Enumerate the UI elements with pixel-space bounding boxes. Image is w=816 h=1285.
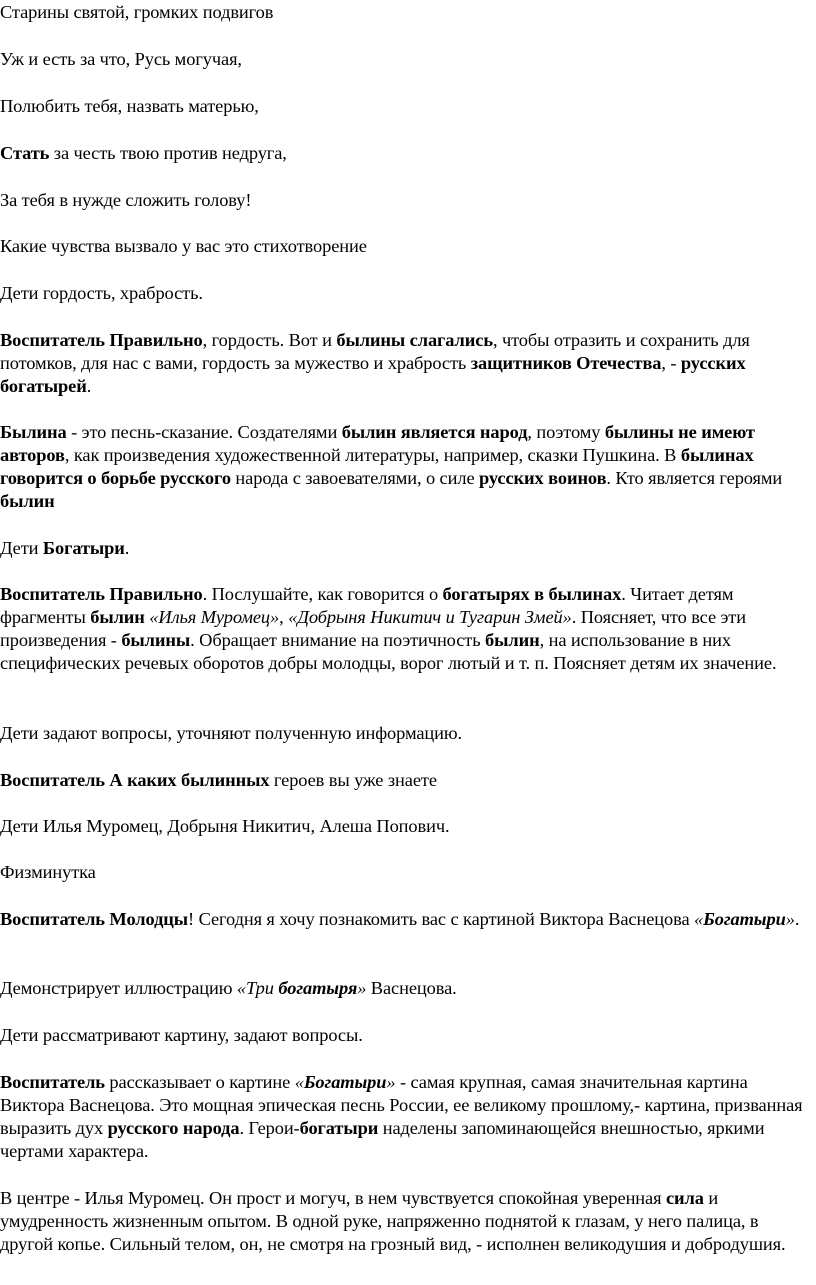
text-run: «: [294, 1072, 304, 1092]
poem-line-3: [0, 95, 814, 118]
text-run: , гордость. Вот и: [202, 330, 337, 350]
physical-break-paragraph: [0, 861, 814, 884]
question-paragraph: [0, 235, 814, 258]
text-run: Стать: [0, 143, 50, 163]
text-run: Старины святой, громких подвигов: [0, 2, 274, 22]
text-run: богатыри: [299, 1118, 379, 1138]
text-run: Воспитатель А каких былинных: [0, 770, 270, 790]
text-run: Воспитатель Правильно: [0, 584, 203, 604]
text-run: «Добрыня Никитич и Тугарин Змей»: [288, 607, 572, 627]
text-run: русского народа: [107, 1118, 240, 1138]
text-run: »: [357, 978, 367, 998]
poem-line-4: [0, 142, 814, 165]
teacher-painting-story-paragraph: [0, 1071, 814, 1163]
text-run: Васнецова.: [366, 978, 457, 998]
text-run: , -: [661, 353, 681, 373]
text-run: «: [694, 909, 704, 929]
text-run: .: [86, 376, 92, 396]
children-bogatyri-paragraph: [0, 537, 814, 560]
text-run: . Поясняет, что все эти произведения -: [0, 607, 746, 650]
text-run: - самая крупная, самая значительная картина Виктора Васнецова. Это мощная эпическая песнь России, ее великому прошлому,- картина, призванная выразить дух: [0, 1072, 803, 1138]
poem-line-5: [0, 189, 814, 212]
text-run: былины не имеют авторов: [0, 422, 755, 465]
text-run: . Обращает внимание на поэтичность: [190, 630, 486, 650]
children-examine-paragraph: [0, 1024, 814, 1047]
poem-line-2: [0, 48, 814, 71]
text-run: богатыря: [278, 978, 358, 998]
text-run: богатырях в былинах: [442, 584, 622, 604]
text-run: Полюбить тебя, назвать матерью,: [0, 96, 259, 116]
text-run: . Кто является героями: [606, 468, 783, 488]
text-run: былин: [90, 607, 145, 627]
text-run: ! Сегодня я хочу познакомить вас с картиной Виктора Васнецова: [188, 909, 695, 929]
children-heroes-paragraph: [0, 815, 814, 838]
bylina-definition-paragraph: [0, 421, 814, 513]
text-run: наделены запоминающейся внешностью, яркими чертами характера.: [0, 1118, 765, 1161]
text-run: защитников Отечества: [470, 353, 662, 373]
text-run: былин является народ: [341, 422, 528, 442]
teacher-paragraph-byliny: [0, 329, 814, 398]
poem-line-1: [0, 1, 814, 24]
teacher-reading-paragraph: [0, 583, 814, 675]
text-run: ,: [279, 607, 289, 627]
text-run: Воспитатель: [0, 1072, 105, 1092]
text-run: . Послушайте, как говорится о: [202, 584, 443, 604]
text-run: За тебя в нужде сложить голову!: [0, 190, 252, 210]
text-run: былины: [121, 630, 191, 650]
text-run: Богатыри: [303, 1072, 387, 1092]
teacher-question-paragraph: [0, 769, 814, 792]
text-run: Богатыри: [42, 538, 125, 558]
text-run: .: [124, 538, 130, 558]
text-run: , поэтому: [527, 422, 605, 442]
text-run: Воспитатель Правильно: [0, 330, 203, 350]
text-run: »: [386, 1072, 396, 1092]
text-run: Дети Илья Муромец, Добрыня Никитич, Алеша Попович.: [0, 816, 450, 836]
text-run: »: [785, 909, 795, 929]
text-run: былины слагались: [336, 330, 493, 350]
text-run: Дети задают вопросы, уточняют полученную информацию.: [0, 723, 463, 743]
text-run: былинах говорится о борьбе русского: [0, 445, 754, 488]
text-run: В центре - Илья Муромец. Он прост и могуч, в нем чувствуется спокойная уверенная: [0, 1188, 666, 1208]
text-run: героев вы уже знаете: [269, 770, 437, 790]
text-run: Богатыри: [703, 909, 786, 929]
text-run: «Три: [236, 978, 279, 998]
text-run: за честь твою против недруга,: [49, 143, 287, 163]
children-questions-paragraph: [0, 722, 814, 745]
text-run: Дети рассматривают картину, задают вопросы.: [0, 1025, 363, 1045]
text-run: Какие чувства вызвало у вас это стихотворение: [0, 236, 367, 256]
text-run: , на использование в них специфических речевых оборотов добры молодцы, ворог лютый и т. п. Поясняет детям их значение.: [0, 630, 777, 673]
demonstration-paragraph: [0, 977, 814, 1000]
text-run: русских богатырей: [0, 353, 746, 396]
text-run: . Герои-: [239, 1118, 300, 1138]
text-run: Демонстрирует иллюстрацию: [0, 978, 237, 998]
text-run: , как произведения художественной литературы, например, сказки Пушкина. В: [64, 445, 681, 465]
text-run: народа с завоевателями, о силе: [230, 468, 480, 488]
teacher-painting-intro-paragraph: [0, 908, 814, 931]
text-run: и умудренность жизненным опытом. В одной руке, напряженно поднятой к глазам, у него палица, в другой копье. Сильный телом, он, не смотря на грозный вид, - исполнен великодушия и добродушия.: [0, 1188, 786, 1254]
text-run: Физминутка: [0, 862, 96, 882]
text-run: Воспитатель Молодцы: [0, 909, 189, 929]
ilya-muromets-paragraph: [0, 1187, 814, 1256]
text-run: Уж и есть за что, Русь могучая,: [0, 49, 242, 69]
text-run: Былина: [0, 422, 67, 442]
text-run: сила: [665, 1188, 704, 1208]
children-answer-paragraph: [0, 282, 814, 305]
text-run: былин: [0, 491, 55, 511]
text-run: , чтобы отразить и сохранить для потомков, для нас с вами, гордость за мужество и храбрость: [0, 330, 750, 373]
text-run: Дети: [0, 538, 43, 558]
text-run: Дети гордость, храбрость.: [0, 283, 203, 303]
text-run: рассказывает о картине: [104, 1072, 295, 1092]
text-run: былин: [485, 630, 540, 650]
text-run: - это песнь-сказание. Создателями: [66, 422, 342, 442]
text-run: русских воинов: [479, 468, 607, 488]
text-run: «Илья Муромец»: [149, 607, 280, 627]
text-run: .: [794, 909, 800, 929]
text-run: . Читает детям фрагменты: [0, 584, 734, 627]
